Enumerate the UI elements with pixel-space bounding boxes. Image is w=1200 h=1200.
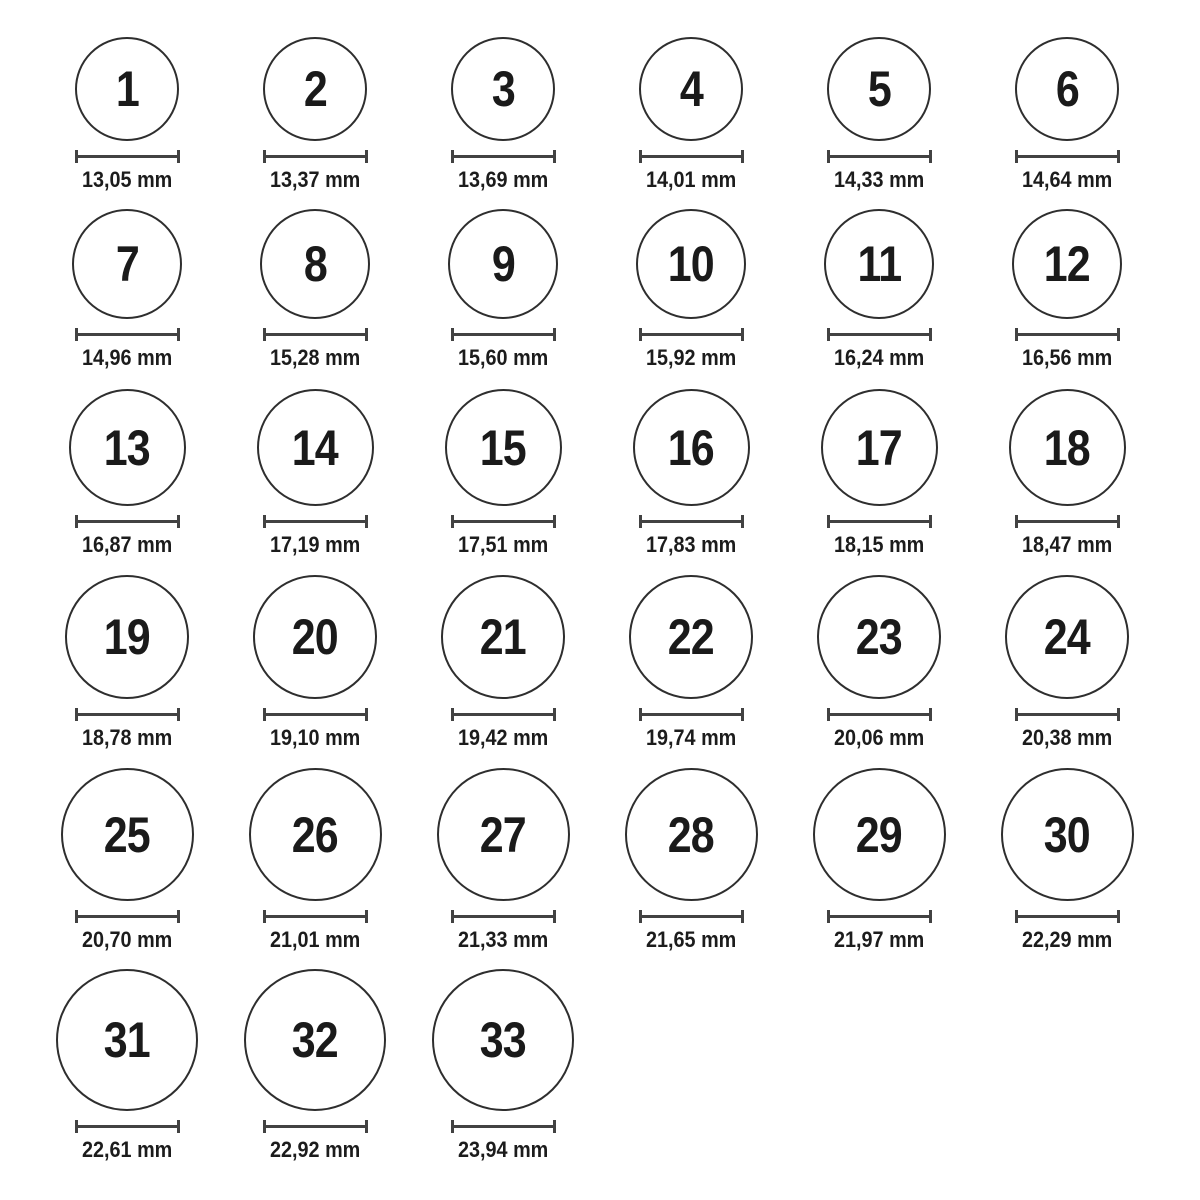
measure-rule (76, 1125, 179, 1128)
measure-tick-right (365, 708, 368, 721)
ring-size-number: 28 (667, 806, 715, 863)
ring-size-number: 4 (679, 61, 703, 117)
ring-circle (639, 37, 743, 141)
ring-circle (629, 575, 753, 699)
ring-circle (61, 768, 194, 901)
ring-size-item (973, 5, 1161, 192)
measure-rule (828, 713, 931, 716)
measure-tick-right (929, 708, 932, 721)
measure-rule (452, 915, 555, 918)
diameter-label: 20,70 mm (81, 927, 173, 952)
ring-size-number: 24 (1043, 609, 1091, 665)
measure-rule (264, 520, 367, 523)
diameter-label: 15,28 mm (269, 345, 361, 370)
measure-tick-right (365, 1120, 368, 1133)
ring-size-number: 3 (491, 61, 515, 117)
diameter-label: 22,29 mm (1021, 927, 1113, 952)
diameter-label: 14,96 mm (81, 345, 173, 370)
diameter-label: 15,92 mm (645, 345, 737, 370)
measure-tick-right (365, 515, 368, 528)
diameter-label: 19,42 mm (457, 725, 549, 750)
measure-tick-right (1117, 515, 1120, 528)
ring-size-item (33, 192, 221, 370)
measure-rule (264, 915, 367, 918)
ring-size-item (785, 5, 973, 192)
ring-size-number: 1 (115, 61, 139, 117)
ring-circle (824, 209, 934, 319)
ring-size-number: 30 (1043, 806, 1091, 863)
ring-size-item (409, 192, 597, 370)
measure-tick-right (177, 1120, 180, 1133)
diameter-label: 20,06 mm (833, 725, 925, 750)
diameter-label: 15,60 mm (457, 345, 549, 370)
diameter-label: 13,05 mm (81, 167, 173, 192)
diameter-measure-line (639, 515, 744, 528)
measure-rule (1016, 333, 1119, 336)
measure-rule (452, 520, 555, 523)
diameter-measure-line (1015, 150, 1120, 163)
diameter-measure-line (827, 150, 932, 163)
diameter-label: 16,87 mm (81, 532, 173, 557)
ring-circle (633, 389, 750, 506)
diameter-label: 19,10 mm (269, 725, 361, 750)
ring-circle (260, 209, 370, 319)
diameter-label: 16,24 mm (833, 345, 925, 370)
measure-tick-right (177, 328, 180, 341)
measure-tick-right (553, 910, 556, 923)
ring-size-item (409, 952, 597, 1162)
ring-size-item (785, 557, 973, 750)
ring-circle (249, 768, 382, 901)
measure-tick-right (553, 150, 556, 163)
measure-rule (640, 713, 743, 716)
measure-tick-right (1117, 328, 1120, 341)
diameter-measure-line (451, 910, 556, 923)
ring-size-number: 27 (479, 806, 527, 863)
ring-circle (441, 575, 565, 699)
ring-size-item (221, 370, 409, 557)
ring-size-item (33, 370, 221, 557)
diameter-label: 17,51 mm (457, 532, 549, 557)
measure-rule (1016, 520, 1119, 523)
ring-size-item (409, 750, 597, 952)
ring-size-item (597, 192, 785, 370)
chart-row (33, 750, 1161, 952)
diameter-label: 21,33 mm (457, 927, 549, 952)
ring-size-number: 13 (103, 419, 151, 476)
ring-size-item (221, 750, 409, 952)
diameter-measure-line (639, 910, 744, 923)
measure-tick-right (177, 515, 180, 528)
measure-rule (828, 155, 931, 158)
ring-size-number: 17 (855, 419, 903, 476)
diameter-measure-line (263, 328, 368, 341)
measure-rule (264, 333, 367, 336)
measure-tick-right (365, 150, 368, 163)
measure-rule (828, 915, 931, 918)
ring-size-item (221, 952, 409, 1162)
ring-circle (1009, 389, 1126, 506)
ring-circle (445, 389, 562, 506)
measure-rule (76, 713, 179, 716)
ring-size-item (785, 370, 973, 557)
measure-tick-right (365, 910, 368, 923)
ring-size-item (597, 557, 785, 750)
ring-circle (257, 389, 374, 506)
ring-size-number: 16 (667, 419, 715, 476)
measure-rule (640, 155, 743, 158)
ring-circle (72, 209, 182, 319)
chart-row (33, 952, 1161, 1162)
measure-rule (452, 713, 555, 716)
ring-size-number: 32 (291, 1012, 339, 1068)
diameter-label: 18,15 mm (833, 532, 925, 557)
measure-rule (640, 520, 743, 523)
ring-circle (65, 575, 189, 699)
ring-size-item (973, 750, 1161, 952)
ring-size-number: 29 (855, 806, 903, 863)
measure-tick-right (929, 328, 932, 341)
ring-circle (448, 209, 558, 319)
ring-size-number: 18 (1043, 419, 1091, 476)
measure-tick-right (741, 708, 744, 721)
ring-size-item (221, 192, 409, 370)
ring-circle (75, 37, 179, 141)
measure-rule (76, 333, 179, 336)
ring-size-number: 26 (291, 806, 339, 863)
measure-tick-right (177, 910, 180, 923)
ring-size-number: 10 (667, 236, 715, 292)
diameter-measure-line (451, 328, 556, 341)
ring-size-item (409, 5, 597, 192)
ring-size-number: 19 (103, 609, 151, 665)
diameter-label: 14,33 mm (833, 167, 925, 192)
measure-rule (264, 155, 367, 158)
diameter-label: 21,65 mm (645, 927, 737, 952)
measure-tick-right (365, 328, 368, 341)
measure-rule (264, 713, 367, 716)
diameter-measure-line (75, 708, 180, 721)
chart-row (33, 5, 1161, 192)
ring-size-item (409, 370, 597, 557)
measure-rule (1016, 915, 1119, 918)
measure-rule (640, 333, 743, 336)
ring-size-number: 33 (479, 1012, 527, 1068)
ring-size-item (785, 192, 973, 370)
ring-size-number: 31 (103, 1012, 151, 1068)
ring-size-number: 8 (303, 236, 327, 292)
diameter-measure-line (1015, 328, 1120, 341)
ring-size-item (221, 5, 409, 192)
ring-size-number: 22 (667, 609, 715, 665)
ring-circle (827, 37, 931, 141)
diameter-label: 20,38 mm (1021, 725, 1113, 750)
measure-rule (76, 155, 179, 158)
diameter-measure-line (451, 150, 556, 163)
diameter-measure-line (263, 708, 368, 721)
diameter-label: 13,69 mm (457, 167, 549, 192)
ring-size-item (33, 5, 221, 192)
ring-circle (1015, 37, 1119, 141)
chart-row (33, 557, 1161, 750)
ring-size-item (409, 557, 597, 750)
measure-rule (640, 915, 743, 918)
diameter-label: 13,37 mm (269, 167, 361, 192)
ring-size-number: 7 (115, 236, 139, 292)
measure-tick-right (1117, 910, 1120, 923)
ring-circle (817, 575, 941, 699)
diameter-label: 22,61 mm (81, 1137, 173, 1162)
ring-circle (437, 768, 570, 901)
measure-tick-right (553, 1120, 556, 1133)
ring-size-number: 25 (103, 806, 151, 863)
diameter-measure-line (75, 515, 180, 528)
measure-rule (1016, 155, 1119, 158)
diameter-label: 17,83 mm (645, 532, 737, 557)
ring-size-item (33, 952, 221, 1162)
measure-rule (76, 915, 179, 918)
ring-size-number: 6 (1055, 61, 1079, 117)
measure-tick-right (741, 150, 744, 163)
ring-size-number: 20 (291, 609, 339, 665)
measure-tick-right (929, 515, 932, 528)
measure-tick-right (553, 328, 556, 341)
measure-tick-right (741, 910, 744, 923)
measure-rule (828, 520, 931, 523)
measure-rule (452, 1125, 555, 1128)
diameter-measure-line (827, 328, 932, 341)
chart-row (33, 370, 1161, 557)
diameter-measure-line (827, 910, 932, 923)
diameter-measure-line (263, 150, 368, 163)
ring-size-number: 9 (491, 236, 515, 292)
diameter-label: 21,97 mm (833, 927, 925, 952)
diameter-label: 23,94 mm (457, 1137, 549, 1162)
measure-tick-right (741, 515, 744, 528)
diameter-label: 16,56 mm (1021, 345, 1113, 370)
ring-circle (253, 575, 377, 699)
ring-size-number: 14 (291, 419, 339, 476)
ring-circle (56, 969, 198, 1111)
diameter-label: 22,92 mm (269, 1137, 361, 1162)
diameter-measure-line (75, 1120, 180, 1133)
measure-rule (452, 155, 555, 158)
diameter-label: 14,01 mm (645, 167, 737, 192)
diameter-measure-line (451, 1120, 556, 1133)
diameter-label: 21,01 mm (269, 927, 361, 952)
ring-circle (69, 389, 186, 506)
ring-size-item (973, 370, 1161, 557)
ring-size-item (597, 5, 785, 192)
diameter-measure-line (75, 328, 180, 341)
diameter-label: 14,64 mm (1021, 167, 1113, 192)
diameter-measure-line (1015, 515, 1120, 528)
ring-size-number: 23 (855, 609, 903, 665)
diameter-measure-line (639, 150, 744, 163)
ring-size-item (597, 370, 785, 557)
ring-size-item (597, 750, 785, 952)
ring-size-number: 11 (857, 236, 901, 292)
diameter-measure-line (263, 515, 368, 528)
diameter-measure-line (827, 708, 932, 721)
measure-tick-right (553, 708, 556, 721)
measure-tick-right (1117, 150, 1120, 163)
ring-size-item (33, 750, 221, 952)
diameter-measure-line (451, 708, 556, 721)
measure-tick-right (177, 708, 180, 721)
ring-size-number: 15 (479, 419, 527, 476)
measure-tick-right (929, 150, 932, 163)
ring-circle (1005, 575, 1129, 699)
ring-circle (263, 37, 367, 141)
diameter-measure-line (263, 1120, 368, 1133)
measure-tick-right (741, 328, 744, 341)
measure-rule (76, 520, 179, 523)
measure-rule (1016, 713, 1119, 716)
measure-tick-right (553, 515, 556, 528)
ring-circle (636, 209, 746, 319)
chart-row (33, 192, 1161, 370)
ring-circle (821, 389, 938, 506)
ring-circle (1001, 768, 1134, 901)
ring-size-number: 2 (303, 61, 327, 117)
diameter-measure-line (827, 515, 932, 528)
diameter-label: 17,19 mm (269, 532, 361, 557)
measure-rule (264, 1125, 367, 1128)
ring-circle (625, 768, 758, 901)
ring-circle (1012, 209, 1122, 319)
diameter-measure-line (1015, 708, 1120, 721)
ring-circle (813, 768, 946, 901)
ring-size-item (33, 557, 221, 750)
diameter-measure-line (1015, 910, 1120, 923)
diameter-measure-line (75, 910, 180, 923)
diameter-measure-line (263, 910, 368, 923)
ring-size-item (785, 750, 973, 952)
diameter-label: 18,78 mm (81, 725, 173, 750)
ring-size-number: 21 (479, 609, 527, 665)
ring-circle (432, 969, 574, 1111)
ring-circle (451, 37, 555, 141)
diameter-label: 19,74 mm (645, 725, 737, 750)
measure-tick-right (929, 910, 932, 923)
measure-rule (828, 333, 931, 336)
diameter-measure-line (451, 515, 556, 528)
diameter-measure-line (639, 328, 744, 341)
diameter-label: 18,47 mm (1021, 532, 1113, 557)
ring-size-number: 12 (1043, 236, 1091, 292)
measure-tick-right (177, 150, 180, 163)
ring-circle (244, 969, 386, 1111)
ring-size-item (221, 557, 409, 750)
diameter-measure-line (75, 150, 180, 163)
ring-size-item (973, 557, 1161, 750)
ring-size-item (973, 192, 1161, 370)
ring-size-number: 5 (867, 61, 891, 117)
measure-rule (452, 333, 555, 336)
measure-tick-right (1117, 708, 1120, 721)
diameter-measure-line (639, 708, 744, 721)
